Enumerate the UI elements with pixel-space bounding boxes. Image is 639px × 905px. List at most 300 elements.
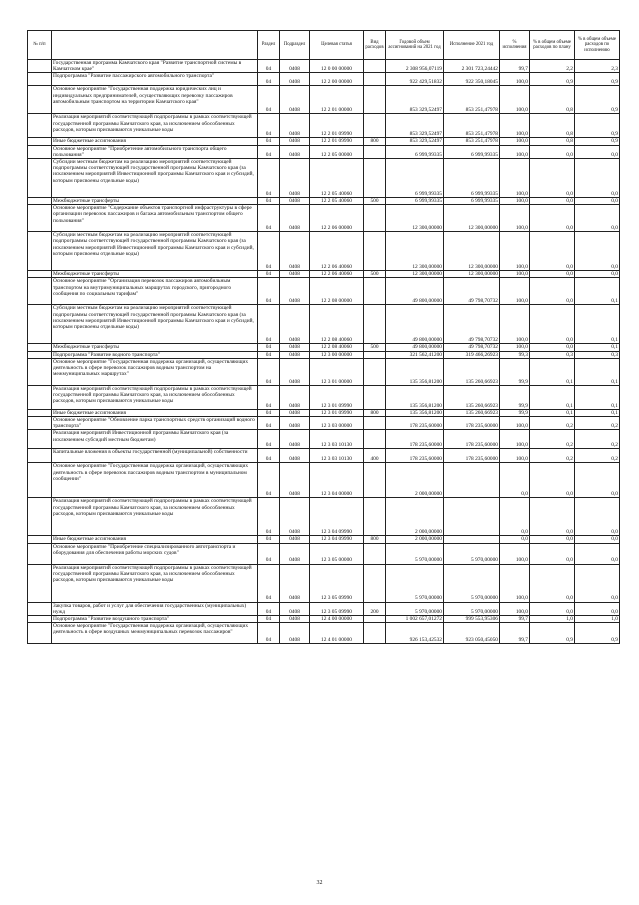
row-podrazdel: 0408 xyxy=(280,623,310,644)
row-target: 12 2 01 09990 xyxy=(310,114,364,138)
row-fact: 135 260,66923 xyxy=(444,358,500,385)
row-plan: 135 356,81200 xyxy=(386,409,444,416)
row-name: Иные бюджетные ассигнования xyxy=(52,138,258,145)
row-percent: 100,0 xyxy=(500,602,530,615)
row-share-fact: 0,2 xyxy=(575,430,620,449)
row-name: Подпрограмма "Развитие воздушного транспорта" xyxy=(52,616,258,623)
row-plan: 178 235,60000 xyxy=(386,430,444,449)
row-number xyxy=(28,498,52,536)
table-row xyxy=(28,73,620,86)
row-target: 12 2 06 00000 xyxy=(310,205,364,232)
row-share-plan: 0,0 xyxy=(530,278,575,305)
row-razdel: 04 xyxy=(258,198,280,205)
row-name: Основное мероприятие "Государственная поддержка юридических лиц и индивидуальных предпринимателей, осуществляющих перевозку пассажиров автомобильным транспортом на территории Камчатского края" xyxy=(52,86,258,114)
row-number xyxy=(28,417,52,430)
row-number xyxy=(28,86,52,114)
row-plan: 135 356,81200 xyxy=(386,358,444,385)
row-share-plan: 0,0 xyxy=(530,543,575,564)
row-percent: 100,0 xyxy=(500,564,530,602)
row-razdel: 04 xyxy=(258,602,280,615)
table-row xyxy=(28,145,620,158)
row-podrazdel: 0408 xyxy=(280,351,310,358)
table-row xyxy=(28,543,620,564)
row-plan: 5 970,00000 xyxy=(386,564,444,602)
row-share-fact: 0,9 xyxy=(575,114,620,138)
row-share-fact: 0,0 xyxy=(575,145,620,158)
row-vid xyxy=(364,159,386,198)
row-share-plan: 0,9 xyxy=(530,623,575,644)
row-target: 12 0 00 00000 xyxy=(310,60,364,73)
row-percent: 100,0 xyxy=(500,344,530,351)
row-share-fact: 0,0 xyxy=(575,536,620,543)
row-vid xyxy=(364,623,386,644)
table-row xyxy=(28,205,620,232)
row-target: 12 3 04 09990 xyxy=(310,536,364,543)
row-number xyxy=(28,351,52,358)
row-podrazdel: 0408 xyxy=(280,159,310,198)
row-podrazdel: 0408 xyxy=(280,536,310,543)
row-name: Основное мероприятие "Государственная поддержка организаций, осуществляющих деятельность в сфере воздушных межмуниципальных перевозок пассажиров" xyxy=(52,623,258,644)
table-row xyxy=(28,344,620,351)
row-share-plan: 0,0 xyxy=(530,205,575,232)
row-plan: 1 002 657,01272 xyxy=(386,616,444,623)
table-row xyxy=(28,60,620,73)
header-vid: Вид расходов xyxy=(364,31,386,60)
row-share-plan: 0,0 xyxy=(530,305,575,344)
row-number xyxy=(28,198,52,205)
row-name: Основное мероприятие "Организация перевозок пассажиров автомобильным транспортом на внутримуниципальных маршрутах городского, пригородного сообщения по социальным тарифам" xyxy=(52,278,258,305)
row-share-plan: 0,0 xyxy=(530,536,575,543)
table-row xyxy=(28,271,620,278)
row-share-fact: 0,1 xyxy=(575,305,620,344)
row-plan: 6 999,99335 xyxy=(386,198,444,205)
row-fact: 6 999,99335 xyxy=(444,159,500,198)
row-share-plan: 0,2 xyxy=(530,449,575,463)
table-row xyxy=(28,385,620,409)
row-number xyxy=(28,114,52,138)
row-name: Основное мероприятие "Приобретение специализированного автотранспорта и оборудования для обеспечения работы морских судов" xyxy=(52,543,258,564)
row-number xyxy=(28,305,52,344)
row-share-plan: 0,0 xyxy=(530,564,575,602)
row-vid: 800 xyxy=(364,536,386,543)
row-name: Реализация мероприятий соответствующей подпрограммы в рамках соответствующей государственной программы Камчатского края, за исключением обособленных расходов, которым присваиваются уникальные коды xyxy=(52,498,258,536)
table-header-row xyxy=(28,31,620,60)
row-share-fact: 0,9 xyxy=(575,86,620,114)
table-row xyxy=(28,417,620,430)
row-number xyxy=(28,278,52,305)
row-podrazdel: 0408 xyxy=(280,417,310,430)
row-podrazdel: 0408 xyxy=(280,385,310,409)
row-number xyxy=(28,271,52,278)
row-target: 12 2 01 09990 xyxy=(310,138,364,145)
row-number xyxy=(28,409,52,416)
row-name: Реализация мероприятий соответствующей подпрограммы в рамках соответствующей государственной программы Камчатского края, за исключением обособленных расходов, которым присваиваются уникальные коды xyxy=(52,385,258,409)
row-number xyxy=(28,138,52,145)
row-target: 12 3 03 10130 xyxy=(310,449,364,463)
row-fact: 135 260,66923 xyxy=(444,385,500,409)
row-target: 12 3 04 00000 xyxy=(310,463,364,498)
row-percent: 99,7 xyxy=(500,616,530,623)
row-fact: 853 251,47978 xyxy=(444,86,500,114)
row-podrazdel: 0408 xyxy=(280,344,310,351)
row-razdel: 04 xyxy=(258,430,280,449)
row-fact: 135 260,66923 xyxy=(444,409,500,416)
row-podrazdel: 0408 xyxy=(280,145,310,158)
row-share-fact: 0,1 xyxy=(575,385,620,409)
row-razdel: 04 xyxy=(258,344,280,351)
budget-table xyxy=(27,30,620,644)
row-fact: 853 251,47978 xyxy=(444,138,500,145)
row-percent: 100,0 xyxy=(500,114,530,138)
row-share-plan: 0,8 xyxy=(530,138,575,145)
row-razdel: 04 xyxy=(258,616,280,623)
row-share-plan: 0,1 xyxy=(530,358,575,385)
row-share-fact: 0,3 xyxy=(575,351,620,358)
table-row xyxy=(28,232,620,271)
row-percent: 100,0 xyxy=(500,138,530,145)
row-percent: 100,0 xyxy=(500,278,530,305)
row-fact: 178 235,60000 xyxy=(444,430,500,449)
row-razdel: 04 xyxy=(258,449,280,463)
row-name: Субсидии местным бюджетам на реализацию мероприятий соответствующей подпрограммы соответствующей государственной программы Камчатского края (за исключением мероприятий Инвестиционной программы Камчатского края и субсидий, которым присвоены отдельные коды) xyxy=(52,305,258,344)
row-fact: 178 235,60000 xyxy=(444,417,500,430)
row-vid: 800 xyxy=(364,409,386,416)
row-target: 12 2 08 40060 xyxy=(310,344,364,351)
row-plan: 135 356,81200 xyxy=(386,385,444,409)
table-row xyxy=(28,305,620,344)
row-name: Государственная программа Камчатского края "Развитие транспортной системы в Камчатском крае" xyxy=(52,60,258,73)
row-share-fact: 0,9 xyxy=(575,138,620,145)
table-row xyxy=(28,114,620,138)
header-percent: % исполнения xyxy=(500,31,530,60)
row-podrazdel: 0408 xyxy=(280,205,310,232)
row-share-fact: 0,0 xyxy=(575,205,620,232)
row-share-plan: 0,0 xyxy=(530,159,575,198)
row-razdel: 04 xyxy=(258,271,280,278)
row-target: 12 2 05 00000 xyxy=(310,145,364,158)
row-share-fact: 0,1 xyxy=(575,278,620,305)
row-fact: 5 970,00000 xyxy=(444,564,500,602)
row-share-plan: 0,0 xyxy=(530,344,575,351)
row-target: 12 3 05 09990 xyxy=(310,602,364,615)
row-share-fact: 0,9 xyxy=(575,623,620,644)
row-razdel: 04 xyxy=(258,305,280,344)
row-share-fact: 0,0 xyxy=(575,498,620,536)
row-share-plan: 0,2 xyxy=(530,430,575,449)
row-fact: 49 798,70732 xyxy=(444,344,500,351)
row-share-plan: 0,0 xyxy=(530,232,575,271)
row-plan: 922 429,51832 xyxy=(386,73,444,86)
row-name: Основное мероприятие "Приобретение автомобильного транспорта общего пользования" xyxy=(52,145,258,158)
row-podrazdel: 0408 xyxy=(280,198,310,205)
row-share-fact: 0,1 xyxy=(575,344,620,351)
row-plan: 2 000,00000 xyxy=(386,498,444,536)
row-razdel: 04 xyxy=(258,536,280,543)
row-share-plan: 0,0 xyxy=(530,198,575,205)
row-share-fact: 0,9 xyxy=(575,73,620,86)
row-percent: 100,0 xyxy=(500,73,530,86)
row-percent: 100,0 xyxy=(500,430,530,449)
row-podrazdel: 0408 xyxy=(280,564,310,602)
row-plan: 49 800,00000 xyxy=(386,305,444,344)
row-fact: 6 999,99335 xyxy=(444,198,500,205)
row-target: 12 3 03 00000 xyxy=(310,417,364,430)
row-percent: 99,9 xyxy=(500,358,530,385)
row-share-fact: 0,0 xyxy=(575,564,620,602)
row-name: Реализация мероприятий соответствующей подпрограммы в рамках соответствующей государственной программы Камчатского края, за исключением обособленных расходов, которым присваиваются уникальные коды xyxy=(52,564,258,602)
row-percent: 99,9 xyxy=(500,385,530,409)
row-fact: 5 970,00000 xyxy=(444,602,500,615)
header-razdel: Раздел xyxy=(258,31,280,60)
row-plan: 178 235,60000 xyxy=(386,417,444,430)
row-target: 12 2 06 40060 xyxy=(310,271,364,278)
row-vid xyxy=(364,543,386,564)
row-podrazdel: 0408 xyxy=(280,498,310,536)
row-fact: 999 553,95306 xyxy=(444,616,500,623)
row-vid: 400 xyxy=(364,449,386,463)
row-vid xyxy=(364,463,386,498)
row-vid: 200 xyxy=(364,602,386,615)
row-share-plan: 2,2 xyxy=(530,60,575,73)
row-share-plan: 0,0 xyxy=(530,602,575,615)
row-vid xyxy=(364,114,386,138)
row-fact: 319 466,26923 xyxy=(444,351,500,358)
row-target: 12 2 05 40060 xyxy=(310,198,364,205)
row-podrazdel: 0408 xyxy=(280,602,310,615)
row-razdel: 04 xyxy=(258,73,280,86)
row-number xyxy=(28,430,52,449)
header-share-fact: % в общем объеме расходов по исполнению xyxy=(575,31,620,60)
row-name: Основное мероприятие "Государственная поддержка организаций, осуществляющих деятельность в сфере перевозок пассажиров водным транспортом на межмуниципальных маршрутах" xyxy=(52,358,258,385)
row-plan: 2 308 956,07119 xyxy=(386,60,444,73)
table-row xyxy=(28,159,620,198)
row-plan: 321 562,41200 xyxy=(386,351,444,358)
table-row xyxy=(28,616,620,623)
table-row xyxy=(28,449,620,463)
row-podrazdel: 0408 xyxy=(280,305,310,344)
table-row xyxy=(28,498,620,536)
row-vid xyxy=(364,305,386,344)
row-name: Основное мероприятие "Обновление парка транспортных средств организаций водного транспорта" xyxy=(52,417,258,430)
row-name: Капитальные вложения в объекты государственной (муниципальной) собственности xyxy=(52,449,258,463)
row-share-fact: 0,1 xyxy=(575,358,620,385)
row-name: Подпрограмма "Развитие водного транспорта" xyxy=(52,351,258,358)
row-target: 12 3 01 09990 xyxy=(310,409,364,416)
row-podrazdel: 0408 xyxy=(280,232,310,271)
table-row xyxy=(28,564,620,602)
header-fact: Исполнение 2021 год xyxy=(444,31,500,60)
row-fact: 12 300,00000 xyxy=(444,205,500,232)
row-vid: 500 xyxy=(364,271,386,278)
row-target: 12 2 08 00000 xyxy=(310,278,364,305)
row-vid xyxy=(364,616,386,623)
row-name: Субсидии местным бюджетам на реализацию мероприятий соответствующей подпрограммы соответствующей государственной программы Камчатского края (за исключением мероприятий Инвестиционной программы Камчатского края и субсидий, которым присвоены отдельные коды) xyxy=(52,232,258,271)
row-vid xyxy=(364,73,386,86)
row-vid xyxy=(364,564,386,602)
table-row xyxy=(28,536,620,543)
row-razdel: 04 xyxy=(258,232,280,271)
row-share-fact: 0,0 xyxy=(575,159,620,198)
row-share-plan: 0,8 xyxy=(530,114,575,138)
row-number xyxy=(28,463,52,498)
row-percent: 100,0 xyxy=(500,145,530,158)
row-fact: 2 301 723,24442 xyxy=(444,60,500,73)
row-vid xyxy=(364,60,386,73)
row-vid xyxy=(364,232,386,271)
row-percent: 100,0 xyxy=(500,205,530,232)
row-vid xyxy=(364,145,386,158)
row-percent: 100,0 xyxy=(500,417,530,430)
row-name: Подпрограмма "Развитие пассажирского автомобильного транспорта" xyxy=(52,73,258,86)
row-percent: 100,0 xyxy=(500,159,530,198)
row-percent: 100,0 xyxy=(500,198,530,205)
row-share-plan: 0,8 xyxy=(530,86,575,114)
row-share-fact: 0,0 xyxy=(575,232,620,271)
row-target: 12 2 08 40060 xyxy=(310,305,364,344)
row-percent: 99,7 xyxy=(500,60,530,73)
row-number xyxy=(28,205,52,232)
row-podrazdel: 0408 xyxy=(280,543,310,564)
row-podrazdel: 0408 xyxy=(280,409,310,416)
row-razdel: 04 xyxy=(258,623,280,644)
row-number xyxy=(28,344,52,351)
row-target: 12 2 05 40060 xyxy=(310,159,364,198)
row-podrazdel: 0408 xyxy=(280,430,310,449)
row-razdel: 04 xyxy=(258,145,280,158)
row-fact: 12 300,00000 xyxy=(444,232,500,271)
row-target: 12 3 05 00000 xyxy=(310,543,364,564)
row-percent: 99,9 xyxy=(500,409,530,416)
row-share-plan: 0,2 xyxy=(530,417,575,430)
table-row xyxy=(28,430,620,449)
row-podrazdel: 0408 xyxy=(280,358,310,385)
table-row xyxy=(28,198,620,205)
row-number xyxy=(28,145,52,158)
row-plan: 853 329,52497 xyxy=(386,114,444,138)
row-razdel: 04 xyxy=(258,358,280,385)
row-name: Межбюджетные трансферты xyxy=(52,271,258,278)
row-razdel: 04 xyxy=(258,409,280,416)
row-plan: 2 000,00000 xyxy=(386,536,444,543)
row-name: Основное мероприятие "Государственная поддержка организаций, осуществляющих деятельность в сфере перевозок пассажиров водным транспортом в муниципальном сообщении" xyxy=(52,463,258,498)
row-razdel: 04 xyxy=(258,278,280,305)
table-row xyxy=(28,602,620,615)
header-name xyxy=(52,31,258,60)
row-number xyxy=(28,536,52,543)
table-row xyxy=(28,278,620,305)
row-fact: 5 970,00000 xyxy=(444,543,500,564)
page-number: 32 xyxy=(316,880,323,886)
row-fact: 853 251,47978 xyxy=(444,114,500,138)
row-number xyxy=(28,602,52,615)
row-podrazdel: 0408 xyxy=(280,616,310,623)
row-razdel: 04 xyxy=(258,564,280,602)
row-target: 12 3 01 09990 xyxy=(310,385,364,409)
row-number xyxy=(28,60,52,73)
row-target: 12 3 05 09990 xyxy=(310,564,364,602)
row-share-fact: 0,0 xyxy=(575,198,620,205)
table-row xyxy=(28,409,620,416)
row-podrazdel: 0408 xyxy=(280,60,310,73)
row-razdel: 04 xyxy=(258,463,280,498)
row-name: Реализация мероприятий соответствующей подпрограммы в рамках соответствующей государственной программы Камчатского края, за исключением обособленных расходов, которым присваиваются уникальные коды xyxy=(52,114,258,138)
table-row xyxy=(28,138,620,145)
header-podrazdel: Подраздел xyxy=(280,31,310,60)
row-razdel: 04 xyxy=(258,205,280,232)
table-row xyxy=(28,86,620,114)
row-podrazdel: 0408 xyxy=(280,114,310,138)
row-share-plan: 0,0 xyxy=(530,271,575,278)
row-razdel: 04 xyxy=(258,114,280,138)
row-vid: 800 xyxy=(364,138,386,145)
row-number xyxy=(28,449,52,463)
row-share-fact: 0,0 xyxy=(575,543,620,564)
row-target: 12 4 00 00000 xyxy=(310,616,364,623)
row-number xyxy=(28,385,52,409)
row-fact xyxy=(444,536,500,543)
row-target: 12 3 01 00000 xyxy=(310,358,364,385)
row-vid xyxy=(364,430,386,449)
table-row xyxy=(28,463,620,498)
row-share-fact: 0,2 xyxy=(575,417,620,430)
row-fact: 49 798,70732 xyxy=(444,305,500,344)
row-plan: 853 329,52497 xyxy=(386,86,444,114)
row-percent: 0,0 xyxy=(500,536,530,543)
row-plan: 49 800,00000 xyxy=(386,278,444,305)
row-number xyxy=(28,358,52,385)
row-percent: 0,0 xyxy=(500,463,530,498)
table-body xyxy=(28,60,620,644)
row-fact: 6 999,99335 xyxy=(444,145,500,158)
row-podrazdel: 0408 xyxy=(280,449,310,463)
row-vid xyxy=(364,278,386,305)
row-plan: 6 999,99335 xyxy=(386,159,444,198)
row-vid xyxy=(364,385,386,409)
row-plan: 12 300,00000 xyxy=(386,205,444,232)
row-fact: 49 798,70732 xyxy=(444,278,500,305)
row-plan: 178 235,60000 xyxy=(386,449,444,463)
row-target: 12 2 01 00000 xyxy=(310,86,364,114)
row-percent: 100,0 xyxy=(500,449,530,463)
row-target: 12 3 04 09990 xyxy=(310,498,364,536)
row-razdel: 04 xyxy=(258,86,280,114)
row-podrazdel: 0408 xyxy=(280,138,310,145)
row-vid xyxy=(364,417,386,430)
header-num: № п/п xyxy=(28,31,52,60)
row-target: 12 2 00 00000 xyxy=(310,73,364,86)
row-name: Реализация мероприятий Инвестиционной программы Камчатского края (за исключением субсидий местным бюджетам) xyxy=(52,430,258,449)
table-row xyxy=(28,351,620,358)
row-razdel: 04 xyxy=(258,385,280,409)
row-share-plan: 1,0 xyxy=(530,616,575,623)
row-fact xyxy=(444,463,500,498)
row-plan: 853 329,52497 xyxy=(386,138,444,145)
row-target: 12 3 03 10130 xyxy=(310,430,364,449)
row-number xyxy=(28,616,52,623)
row-share-fact: 0,0 xyxy=(575,463,620,498)
row-number xyxy=(28,623,52,644)
row-razdel: 04 xyxy=(258,543,280,564)
row-razdel: 04 xyxy=(258,417,280,430)
header-target: Целевая статья xyxy=(310,31,364,60)
row-percent: 100,0 xyxy=(500,86,530,114)
row-razdel: 04 xyxy=(258,138,280,145)
row-name: Основное мероприятие "Содержание объектов транспортной инфраструктуры в сфере организации перевозок пассажиров и багажа автомобильным транспортом общего пользования" xyxy=(52,205,258,232)
row-name: Иные бюджетные ассигнования xyxy=(52,536,258,543)
row-podrazdel: 0408 xyxy=(280,86,310,114)
row-plan: 12 300,00000 xyxy=(386,271,444,278)
row-name: Закупка товаров, работ и услуг для обеспечения государственных (муниципальных) нужд xyxy=(52,602,258,615)
